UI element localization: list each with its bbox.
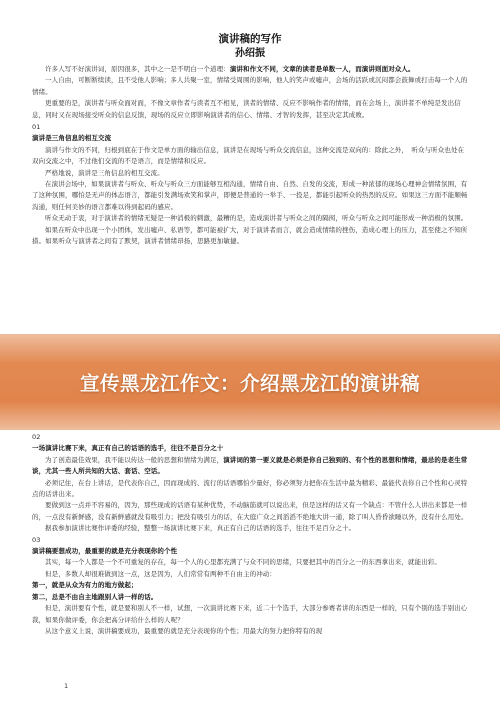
section2-paragraph-2: 必须记住，在台上讲话，是代表你自己，因而现成的、流行的话语哪怕少量好，你必须努力把你在生活中最为精彩、最能代表你自己个性和心灵特点的话讲出来。 (32, 478, 468, 499)
document-body-bottom (32, 432, 468, 637)
page-number: 1 (64, 682, 69, 690)
section3-paragraph-2: 但是，多数人却很难做到这一点，这是因为，人们常常有两种不自由主的冲动： (45, 569, 276, 578)
section3-paragraph-4: 从这个意义上说，演讲稿要成功，最重要的就是充分表现你的个性；用最大的努力把你特有的现 (45, 626, 323, 635)
section-number-02: 02 (32, 433, 41, 441)
document-body-top (32, 64, 468, 248)
section3-point-2: 第二，总是不由自主地跟别人讲一样的话。 (32, 592, 158, 601)
document-author: 孙绍振 (235, 48, 265, 59)
banner-title: 宣传黑龙江作文：介绍黑龙江的演讲稿 (79, 372, 420, 395)
section2-paragraph-4: 据我参加演讲比赛作评委的经验，整整一场演讲比赛下来，真正有自己的话语的选手，往往不足百分之十。 (45, 524, 356, 533)
section1-paragraph-4: 听众无动于衷，对于演讲者的情绪无疑是一种消极的刺激，最糟的是，造成演讲者与听众之间的隔阂，听众与听众之间可能形成一种消极的氛围。 (45, 214, 468, 223)
section-heading-1: 演讲是三角信息的相互交流 (32, 134, 112, 143)
section1-paragraph-1: 演讲与作文的不同，归根到底在于作文是单方面的输出信息，演讲是在现场与听众交流信息，这种交流是双向的：除此之外， 听众与听众也处在双向交流之中，不过他们交流的不是语言，而是情绪和反应。 (32, 145, 465, 166)
section3-point-1: 第一，就是从众为有力的地方做起； (32, 581, 138, 590)
section3-paragraph-1: 其实，每一个人都是一个不可重复的存在，每一个人的心里都充满了与众不同的思绪，只要把其中的百分之一的东西拿出来，就能出彩。 (45, 558, 441, 567)
section1-paragraph-3: 在演讲会场中，如果演讲者与听众、听众与听众三方面能够互相沟通，情绪自由、自然、自发的交流，形成一种浓郁的现场心理神会情绪氛围，有了这种氛围，哪怕是无声的体态语言，都能引发满场欢笑和掌声，即便是普通的一举手、一投足，都能引起听众的热烈的反应。如果这三方面不能顺畅沟通，则任何美妙的语言都难以得到起码的感应。 (32, 180, 468, 211)
section2-paragraph-1: 为了创造最佳效果，我不能以传达一般的思想和情绪为满足，演讲词的第一要义就是必须是你自己独到的、有个性的思想和情绪，最忌的是老生常谈，尤其一些人所共知的大话、套话、空话。 (32, 455, 468, 476)
intro-paragraph-3: 更重要的是，演讲者与听众面对面，不像文章作者与读者互不相见，读者的情绪、反应不影响作者的情绪，而在会场上，演讲者不单纯是发出信息，同时又在现场接受听众的信息反馈，现场的反应立即影响演讲者的信心、情绪、才智的发挥，甚至决定其成败。 (32, 99, 461, 119)
document-title: 演讲稿的写作 (218, 33, 282, 45)
section-heading-3: 演讲稿要想成功，最重要的就是充分表现你的个性 (32, 547, 178, 556)
section3-paragraph-3: 但是，演讲要有个性，就是要和别人不一样，试想，一次演讲比赛下来，近二十个选手，大部分参赛者讲的东西是一样的，只有个别的选手别出心裁，如果你做评委，你会把高分评给什么样的人呢？ (32, 604, 468, 624)
intro-paragraph-1: 许多人写不好演讲词，原因很多，其中之一是不明白一个道理：演讲和作文不同，文章的读者是单数一人，而演讲则面对众人。 (45, 65, 415, 73)
section1-paragraph-2: 严格地说，演讲是三角信息的相互交流。 (45, 168, 164, 177)
section-number-01: 01 (32, 123, 41, 132)
section1-paragraph-5: 如果在听众中出现一个小团体，发出嘘声、私语等，都可能被扩大，对于演讲者而言，就会造成情绪的挫伤，造成心理上的压力，甚至使之不知所措。如果听众与演讲者之间有了默契，演讲者情绪昂扬，思路更加敏捷。 (32, 225, 468, 246)
intro-paragraph-2: 一人自由，可断断续读，且不受他人影响；多人共聚一室，情绪受周围的影响，他人的笑声或嘘声，会场的活跃或沉闷都会鼓舞或打击每一个人的情绪。 (32, 76, 468, 96)
section-heading-2: 一场演讲比赛下来，真正有自己的话语的选手，往往不是百分之十 (32, 444, 224, 453)
section2-paragraph-3: 要做到这一点并不容易的，因为，那些现成的话语有某种优势，不动脑筋就可以说出来，但是这样的话又有一个缺点：不管什么人讲出来都是一样的，一点没有新鲜感，没有新鲜感就没有吸引力；把没有吸引力的话，在大庭广众之间滔滔不绝地大讲一通，除了叫人昏昏欲睡以外，没有什么用处。 (32, 501, 468, 521)
section-number-03: 03 (32, 535, 41, 544)
title-banner (0, 334, 500, 430)
